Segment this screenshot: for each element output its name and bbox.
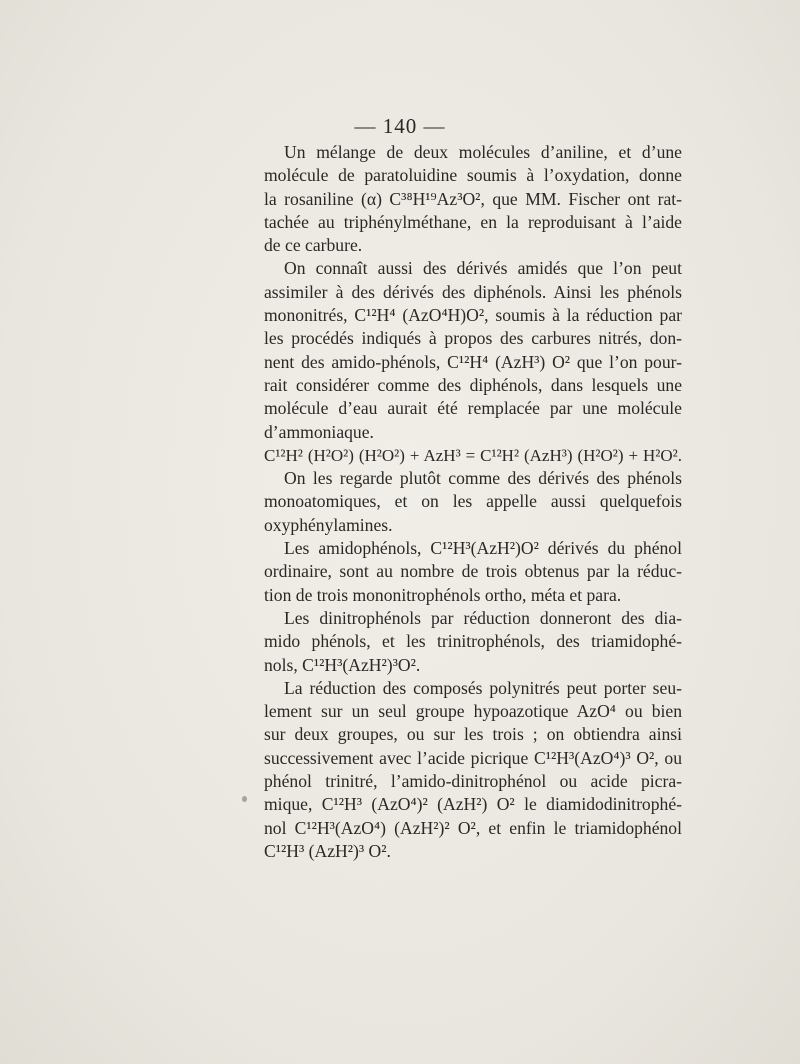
text-line: nol C¹²H³(AzO⁴) (AzH²)² O², et enfin le triamidophénol	[264, 817, 682, 838]
text-line: On connaît aussi des dérivés amidés que l’on peut	[284, 258, 682, 279]
text-line: Les amidophénols, C¹²H³(AzH²)O² dérivés du phénol	[284, 538, 682, 559]
text-line: monoatomiques, et on les appelle aussi quelquefois	[264, 491, 682, 512]
text-line: La réduction des composés polynitrés peut porter seu-	[284, 677, 682, 698]
text-line: mique, C¹²H³ (AzO⁴)² (AzH²) O² le diamidodinitrophé-	[264, 794, 682, 815]
text-line: successivement avec l’acide picrique C¹²H³(AzO⁴)³ O², ou	[264, 747, 682, 768]
text-line: molécule d’eau aurait été remplacée par une molécule	[264, 398, 682, 419]
text-line: mononitrés, C¹²H⁴ (AzO⁴H)O², soumis à la réduction par	[264, 305, 682, 326]
text-line: rait considérer comme des diphénols, dans lesquels une	[264, 374, 682, 395]
text-line: sur deux groupes, ou sur les trois ; on obtiendra ainsi	[264, 724, 682, 745]
text-line: de ce carbure.	[264, 235, 363, 256]
text-line: tion de trois mononitrophénols ortho, méta et para.	[264, 584, 622, 605]
text-line: la rosaniline (α) C³⁸H¹⁹Az³O², que MM. Fischer ont rat-	[264, 188, 682, 209]
text-line: molécule de paratoluidine soumis à l’oxydation, donne	[264, 165, 682, 186]
text-line: C¹²H³ (AzH²)³ O².	[264, 840, 391, 861]
text-line: phénol trinitré, l’amido-dinitrophénol ou acide picra-	[264, 771, 682, 792]
text-line: les procédés indiqués à propos des carbures nitrés, don-	[264, 328, 682, 349]
text-line: tachée au triphénylméthane, en la reproduisant à l’aide	[264, 211, 682, 232]
text-line: ordinaire, sont au nombre de trois obtenus par la réduc-	[264, 561, 682, 582]
text-line: assimiler à des dérivés des diphénols. Ainsi les phénols	[264, 281, 682, 302]
text-line: lement sur un seul groupe hypoazotique AzO⁴ ou bien	[264, 701, 682, 722]
text-line: On les regarde plutôt comme des dérivés des phénols	[284, 468, 682, 489]
text-line: nent des amido-phénols, C¹²H⁴ (AzH³) O² que l’on pour-	[264, 351, 682, 372]
chemical-equation: C¹²H² (H²O²) (H²O²) + AzH³ = C¹²H² (AzH³) (H²O²) + H²O².	[264, 445, 682, 465]
text-line: oxyphénylamines.	[264, 514, 393, 535]
text-line: d’ammoniaque.	[264, 421, 374, 442]
page-number: — 140 —	[354, 114, 446, 138]
ink-spot	[242, 796, 247, 802]
body-text	[264, 141, 682, 863]
text-line: mido phénols, et les trinitrophénols, des triamidophé-	[264, 631, 682, 652]
text-line: Les dinitrophénols par réduction donneront des dia-	[284, 607, 682, 628]
text-line: nols, C¹²H³(AzH²)³O².	[264, 654, 421, 675]
text-line: Un mélange de deux molécules d’aniline, et d’une	[284, 142, 682, 162]
